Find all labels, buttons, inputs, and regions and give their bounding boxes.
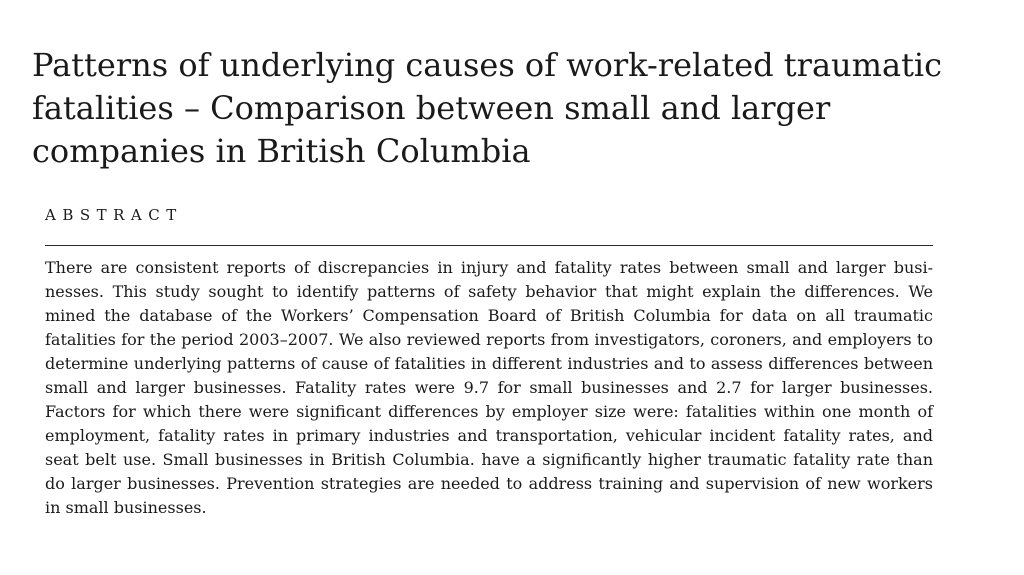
abstract-text: There are consistent reports of discrepancies in injury and fatality rates between small and larger businesses. This study sought to identify patterns of safety behavior that might explain the differences. We mined the database of the Workers’ Compensation Board of British Columbia for data on all traumatic fatalities for the period 2003–2007. We also reviewed reports from investigators, coroners, and employers to determine underlying patterns of cause of fatalities in different industries and to assess differences between small and larger businesses. Fatality rates were 9.7 for small businesses and 2.7 for larger businesses. Factors for which there were significant differences by employer size were: fatalities within one month of employment, fatality rates in primary industries and transportation, vehicular incident fatality rates, and seat belt use. Small businesses in British Columbia. have a significantly higher traumatic fatality rate than do larger businesses. Prevention strategies are needed to address training and supervision of new workers in small businesses. (45, 258, 933, 517)
abstract-heading: ABSTRACT (45, 206, 183, 224)
paper-title: Patterns of underlying causes of work-related traumatic fatalities – Comparison between small and larger companies in British Columbia (32, 46, 943, 170)
abstract-divider (45, 245, 933, 246)
